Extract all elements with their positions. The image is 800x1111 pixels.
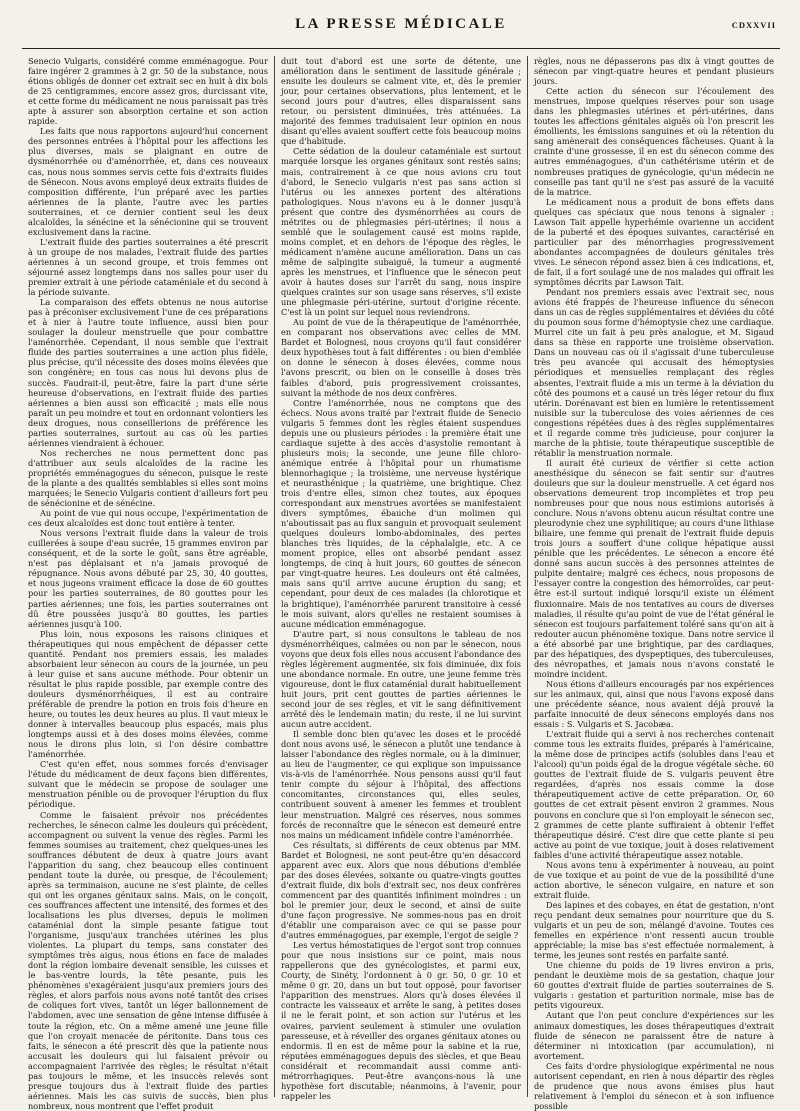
running-header: [22, 12, 780, 42]
paragraph: Cette action du sénecon sur l'écoulement des menstrues, impose quelques réserves pour son usage dans les phlegmasies utérines et péri-utérines, dans toutes les affections génitales aiguës où l'on prescrit les émollients, les émissions sanguines et où la rétention du sang amènerait des conséquences fâcheuses. Quant à la crainte d'une grossesse, il en est du sénecon comme des autres emménagogues, d'un cathétérisme utérin et de nombreuses pratiques de gynécologie, qu'un médecin ne conseille pas tant qu'il ne s'est pas assuré de la vacuité de la matrice.: [534, 86, 774, 197]
paragraph: Nous avons tenu à expérimenter à nouveau, au point de vue toxique et au point de vue de la possibilité d'une action abortive, le sénecon vulgaire, en nature et son extrait fluide.: [534, 859, 774, 900]
paragraph: Senecio Vulgaris, considéré comme emménagogue. Pour faire ingérer 2 grammes à 2 gr. 50 de la substance, nous étions obligés de donner cet extrait sec en huit à dix bols de 25 centigrammes, encore assez gros, durcissant vite, et cette forme du médicament ne nous paraissait pas très apte à assurer son absorption certaine et son action rapide.: [28, 56, 268, 127]
paragraph: Ces résultats, si différents de ceux obtenus par MM. Bardet et Bolognesi, ne sont peut-être qu'en désaccord apparent avec eux. Alors que nous débutions d'emblée par des doses élevées, soixante ou quatre-vingts gouttes d'extrait fluide, dix bols d'extrait sec, nos deux confrères commencent par des quantités infiniment moindres : un bol le premier jour, deux le second, et ainsi de suite d'une façon progressive. Ne sommes-nous pas en droit d'établir une comparaison avec ce qui se passe pour d'autres emménagogues, par exemple, l'ergot de seigle ?: [281, 839, 521, 941]
paragraph: L'extrait fluide des parties souterraines a été prescrit à un groupe de nos malades, l'extrait fluide des parties aériennes à un second groupe, et trois femmes ont séjourné assez longtemps dans nos salles pour user du premier extrait à une période cataméniale et du second à la période suivante.: [28, 236, 268, 298]
paragraph: L'extrait fluide qui a servi à nos recherches contenait comme tous les extraits fluides, préparés à l'américaine, la même dose de principes actifs (solubles dans l'eau et l'alcool) qu'un poids égal de la drogue végétale sèche. 60 gouttes de l'extrait fluide de S. vulgaris peuvent être regardées, d'après nos essais comme la dose thérapeutiquement active de cette préparation. Or, 60 gouttes de cet extrait pèsent environ 2 grammes. Nous pouvons en conclure que si l'on employait le sénecon sec, 2 grammes de cette plante suffiraient à obtenir l'effet thérapeutique désiré. C'est dire que cette plante si peu active au point de vue toxique, jouit à doses relativement faibles d'une activité thérapeutique assez notable.: [534, 729, 774, 860]
paragraph: Les vertus hémostatiques de l'ergot sont trop connues pour que nous insistions sur ce point, mais nous rappellerons que des gynécologistes, et parmi eux, Courty, de Sinéty, l'ordonnent à 0 gr. 50, 0 gr. 10 et même 0 gr. 20, dans un but tout opposé, pour favoriser l'apparition des menstrues. Alors qu'à doses élevées il contracte les vaisseaux et arrête le sang, à petites doses il ne le ferait point, et son action sur l'utérus et les ovaires, parvient seulement à stimuler une ovulation paresseuse, et à réveiller des organes génitaux atones ou endormis. Il en est de même pour la sabine et la rue, réputées emménagogues depuis des siècles, et que Beau considérait et recommandait aussi comme anti-métrorrhagiques. Peut-être avançons-nous là une hypothèse fort discutable; néanmoins, à l'avenir, pour rappeler les: [281, 940, 521, 1101]
paragraph: La comparaison des effets obtenus ne nous autorise pas à préconiser exclusivement l'une de ces préparations et à nier à l'autre toute influence, aussi bien pour soulager la douleur menstruelle que pour combattre l'aménorrhée. Cependant, il nous semble que l'extrait fluide des parties souterraines a une action plus fidèle, plus précise, qu'il nécessite des doses moins élevées que son congénère; en tous cas nous lui devons plus de succès. Faudrait-il, peut-être, faire la part d'une série heureuse d'observations, en l'extrait fluide des parties aériennes a bien aussi son efficacité ; mais elle nous paraît un peu moindre et tout en ordonnant volontiers les deux drogues, nous conseillerions de préférence les parties souterraines, surtout au cas où les parties aériennes viendraient à échouer.: [28, 297, 268, 448]
paragraph: Au point de vue qui nous occupe, l'expérimentation de ces deux alcaloïdes est donc tout entière à tenter.: [28, 508, 268, 529]
paragraph: Des lapines et des cobayes, en état de gestation, n'ont reçu pendant deux semaines pour nourriture que du S. vulgaris et un peu de son, mélangé d'avoine. Toutes ces femelles en expérience n'ont ressenti aucun trouble appréciable; la mise bas s'est effectuée normalement, à terme, les jeunes sont restés en parfaite santé.: [534, 899, 774, 961]
paragraph: C'est qu'en effet, nous sommes forcés d'envisager l'étude du médicament de deux façons bien différentes, suivant que le médecin se propose de soulager une menstruation pénible ou de provoquer l'éruption du flux périodique.: [28, 759, 268, 810]
paragraph: Une chienne du poids de 19 livres environ a pris, pendant le deuxième mois de sa gestation, chaque jour 60 gouttes d'extrait fluide de parties souterraines de S. vulgaris : gestation et parturition normale, mise bas de petits vigoureux.: [534, 960, 774, 1011]
page-number: CDXXVII: [731, 20, 776, 30]
paragraph: Pendant nos premiers essais avec l'extrait sec, nous avions été frappés de l'heureuse influence du sénecon dans un cas de règles supplémentaires et déviées du côté du poumon sous forme d'hémoptysie chez une cardiaque. Murrel cite un fait à peu près analogue, et M. Sigaud dans sa thèse en rapporte une troisième observation. Dans un nouveau cas où il s'agissait d'une tuberculeuse très peu avancée qui accusait des hémoptysies périodiques et mensuelles remplaçant des règles absentes, l'extrait fluide a mis un terme à la déviation du côté des poumons et a causé un très léger retour du flux utérin. Dorénavant est bien en lumière le retentissement nuisible sur la tuberculose des voies aériennes de ces congestions répétées dues à des règles supplémentaires et il regarde comme très judicieuse, pour conjurer la marche de la phtisie, toute thérapeutique susceptible de rétablir la menstruation normale.: [534, 287, 774, 458]
paragraph: Au point de vue de la thérapeutique de l'aménorrhée, en comparant nos observations avec celles de MM. Bardet et Bolognesi, nous croyons qu'il faut considérer deux hypothèses tout à fait différentes : ou bien d'emblée on donne le sénecon à doses élevées, comme nous l'avons prescrit, ou bien on le conseille à doses très faibles d'abord, puis progressivement croissantes, suivant la méthode de nos deux confrères.: [281, 317, 521, 398]
paragraph: Ces faits d'ordre physiologique expérimental ne nous autorisent cependant, en rien à nous départir des règles de prudence que nous avons émises plus haut relativement à l'emploi du sénecon et à son influence possible: [534, 1060, 774, 1111]
journal-page: [22, 12, 780, 1111]
article-columns: [22, 56, 780, 1111]
journal-title: LA PRESSE MÉDICALE: [295, 16, 507, 32]
paragraph: Les faits que nous rapportons aujourd'hui concernent des personnes entrées à l'hôpital pour les affections les plus diverses, mais se plaignant en outre de dysménorrhée ou d'aménorrhée, et, dans ces nouveaux cas, nous nous sommes servis cette fois d'extraits fluides de Sénecon. Nous avons employé deux extraits fluides de composition différente, l'un préparé avec les parties aériennes de la plante, l'autre avec les parties souterraines, et ce dernier contient seul les deux alcaloïdes, la sénécine et la sénécionine qui se trouvent exclusivement dans la racine.: [28, 126, 268, 237]
column-middle: [274, 56, 527, 1101]
paragraph: Autant que l'on peut conclure d'expériences sur les animaux domestiques, les doses thérapeutiques d'extrait fluide de sénecon ne paraissent être de nature à déterminer ni intoxication (par accumulation), ni avortement.: [534, 1010, 774, 1061]
paragraph: D'autre part, si nous consultons le tableau de nos dysménorrhéiques, calmées ou non par le sénecon, nous voyons que deux fois elles nous accusent l'abondance des règles légèrement augmentée, six fois diminuée, dix fois une abondance normale. En outre, une jeune femme très vigoureuse, dont le flux cataménial durait habituellement huit jours, prit cent gouttes de parties aériennes le second jour de ses règles, et vit le sang définitivement arrêté dès le lendemain matin; du reste, il ne lui survint aucun autre accident.: [281, 628, 521, 730]
paragraph: Nous versons l'extrait fluide dans la valeur de trois cuillerées à soupe d'eau sucrée, 15 grammes environ par conséquent, et de la sorte le goût, sans être agréable, n'est pas déplaisant et n'a jamais provoqué de répugnance. Nous avons débuté par 25, 30, 40 gouttes, et nous jugeons vraiment efficace la dose de 60 gouttes pour les parties souterraines, de 80 gouttes pour les parties aériennes; une fois, les parties souterraines ont dû être poussées jusqu'à 80 gouttes, les parties aériennes jusqu'à 100.: [28, 528, 268, 629]
column-right: [527, 56, 780, 1111]
paragraph: Il semble donc bien qu'avec les doses et le procédé dont nous avons usé, le sénecon a plutôt une tendance à laisser l'abondance des règles normale, ou à la diminuer, au lieu de l'augmenter, ce qui explique son impuissance vis-à-vis de l'aménorrhée. Nous pensons aussi qu'il faut tenir compte du séjour à l'hôpital, des affections concomitantes, circonstances qui, elles seules, contribuent souvent à amener les femmes et troublent leur menstruation. Malgré ces réserves, nous sommes forcés de reconnaître que le sénecon est demeuré entre nos mains un médicament infidèle contre l'aménorrhée.: [281, 729, 521, 840]
paragraph: Plus loin, nous exposons les raisons cliniques et thérapeutiques qui nous empêchent de dépasser cette quantité. Pendant nos premiers essais, les malades absorbaient leur sénecon au cours de la journée, un peu à leur guise et sans aucune méthode. Pour obtenir un résultat le plus rapide possible, par exemple contre des douleurs dysménorrhéiques, il est au contraire préférable de prendre la potion en trois fois d'heure en heure, ou toutes les deux heures au plus. Il vaut mieux le donner à intervalles beaucoup plus espacés, mais plus longtemps aussi et à des doses moins élevées, comme nous le dirons plus loin, si l'on désire combattre l'aménorrhée.: [28, 628, 268, 760]
paragraph: Contre l'aménorrhée, nous ne comptons que des échecs. Nous avons traité par l'extrait fluide de Senecio vulgaris 5 femmes dont les règles étaient suspendues depuis une ou plusieurs périodes : la première était une cardiaque sujette à des accès d'asystolie remontant à plusieurs mois; la seconde, une jeune fille chloro-anémique entrée à l'hôpital pour un rhumatisme blennorhagique ; la troisième, une nerveuse hystérique et neurasthénique ; la quatrième, une brightique. Chez trois d'entre elles, simon chez toutes, aux époques correspondant aux menstrues avortées se manifestaient divers symptômes, ébauche d'un molimen qui n'aboutissait pas au flux sanguin et provoquait seulement quelques douleurs lombo-abdominales, des pertes blanches très liquides, de la céphalalgie, etc. A ce moment propice, elles ont absorbé pendant assez longtemps, de cinq à huit jours, 60 gouttes de sénecon par vingt-quatre heures. Les douleurs ont été calmées, mais sans qu'il arrive aucune éruption du sang; et cependant, pour deux de ces malades (la chlorotique et la brightique), l'aménorrhée parurent transitoire à cessé le mois suivant, alors qu'elles ne restaient soumises à aucune médication emménagogue.: [281, 397, 521, 629]
paragraph: Cette sédation de la douleur cataméniale est surtout marquée lorsque les organes génitaux sont restés sains; mais, contrairement à ce que nous avions cru tout d'abord, le Senecio vulgaris n'est pas sans action si l'utérus ou les annexes portent des altérations pathologiques. Nous n'avons eu à le donner jusqu'à présent que contre des dysménorrhées au cours de métrites ou de phlegmasies péri-utérines; il nous a semblé que le soulagement causé est moins rapide, moins complet, et en dehors de l'époque des règles, le médicament n'amène aucune amélioration. Dans un cas même de salpingite subaiguë, la tumeur a augmenté après les menstrues, et l'influence que le sénecon peut avoir à hautes doses sur l'arrêt du sang, nous inspire quelques craintes sur son usage sans réserves, s'il existe une phlegmasie péri-utérine, surtout d'origine récente. C'est là un point sur lequel nous reviendrons.: [281, 146, 521, 318]
paragraph: règles, nous ne dépasserons pas dix à vingt gouttes de sénecon par vingt-quatre heures et pendant plusieurs jours.: [534, 56, 774, 87]
header-rule: [22, 48, 780, 49]
paragraph: duit tout d'abord est une sorte de détente, une amélioration dans le sentiment de lassitude générale ; ensuite les douleurs se calment vite, et, dès le premier jour, pour certaines observations, plus lentement, et le second jours pour d'autres, elles disparaissent sans retour, ou persistent diminuées, très atténuées. La majorité des femmes traduisaient leur opinion en nous disant qu'elles avaient souffert cette fois beaucoup moins que d'habitude.: [281, 56, 521, 147]
column-left: [22, 56, 274, 1111]
paragraph: Nous étions d'ailleurs encouragés par nos expériences sur les animaux, qui, ainsi que nous l'avons exposé dans une précédente séance, nous avaient déjà prouvé la parfaite innocuité de deux sénecons employés dans nos essais : S. Vulgaris et S. Jacobæa.: [534, 678, 774, 730]
paragraph: Le médicament nous a produit de bons effets dans quelques cas spéciaux que nous tenons à signaler : Lawson Tait appelle hyperhémie ovarienne un accident de la puberté et des époques suivantes, caractérisé en particulier par des ménorrhagies progressivement abondantes accompagnées de douleurs génitales très vives. Le sénecon répond assez bien à ces indications, et, de fait, il a fort soulagé une de nos malades qui offrait les symptômes décrits par Lawson Tait.: [534, 196, 774, 288]
paragraph: Nos recherches ne nous permettent donc pas d'attribuer aux seuls alcaloïdes de la racine les propriétés emménagogues du sénecon, puisque le reste de la plante a des qualités semblables si elles sont moins marquées; le Senecio Vulgaris contient d'ailleurs fort peu de sénécionine et de sénécine.: [28, 447, 268, 509]
paragraph: Il aurait été curieux de vérifier si cette action anesthésique du sénecon se fait sentir sur d'autres douleurs que sur la douleur menstruelle. A cet égard nos observations demeurent trop incomplètes et trop peu nombreuses pour que nous nous estimions autorisés à conclure. Nous n'avons obtenu aucun résultat contre une pleurodynie chez une syphilitique; au cours d'une lithiase biliaire, une femme qui prenait de l'extrait fluide depuis trois jours a souffert d'une colique hépatique aussi pénible que les précédentes. Le sénecon a encore été donné sans aucun succès à des personnes atteintes de pulpite dentaire; malgré ces échecs, nous proposons de l'essayer contre la congestion des hémorroïdes, car peut-être est-il surtout indiqué lorsqu'il existe un élément fluxionnaire. Mais de nos tentatives au cours de diverses maladies, il résulte qu'au point de vue de l'état général le sénecon est toujours parfaitement toléré sans qu'on ait à redouter aucun phénomène toxique. Dans notre service il a été absorbé par une brightique, par des cardiaques, par des hépatiques, des dyspeptiques, des tuberculeuses, des névropathes, et jamais nous n'avons constaté le moindre incident.: [534, 457, 774, 679]
paragraph: Comme le faisaient prévoir nos précédentes recherches, le sénecon calme les douleurs qui précèdent, accompagnent ou suivent la venue des règles. Parmi les femmes soumises au traitement, chez quelques-unes les souffrances débutent de deux à quatre jours avant l'apparition du sang, chez beaucoup elles continuent pendant toute la durée, ou presque, de l'écoulement; après sa terminaison, aucune ne s'est plainte, de celles qui ont les organes génitaux sains. Mais, on le conçoit, ces souffrances affectent une intensité, des formes et des localisations les plus diverses, depuis le molimen cataménial dont la simple pesante fatigue tout l'organisme, jusqu'aux tranchées utérines les plus violentes. La plupart du temps, sans constater des symptômes très aigus, nous étions en face de malades dont la région lombaire devenait sensible, les cuisses et le bas-ventre lourds, la tête pesante, puis les phénomènes s'exagéraient jusqu'aux premiers jours des règles, et alors parfois nous avons noté tantôt des crises de coliques fort vives, tantôt un léger ballonnement de l'abdomen, avec une sensation de gêne intense diffusée à toute la région, etc. On a même amené une jeune fille que l'on croyait menacée de péritonite. Dans tous ces faits, le sénecon a été prescrit dès que la patiente nous accusait les douleurs qui lui faisaient prévoir ou accompagnaient l'arrivée des règles; le résultat n'était pas toujours le même, et les insuccès relevés sont presque toujours dus à l'extrait fluide des parties aériennes. Mais les cas suivis de succès, bien plus nombreux, nous montrent que l'effet produit: [28, 809, 268, 1111]
